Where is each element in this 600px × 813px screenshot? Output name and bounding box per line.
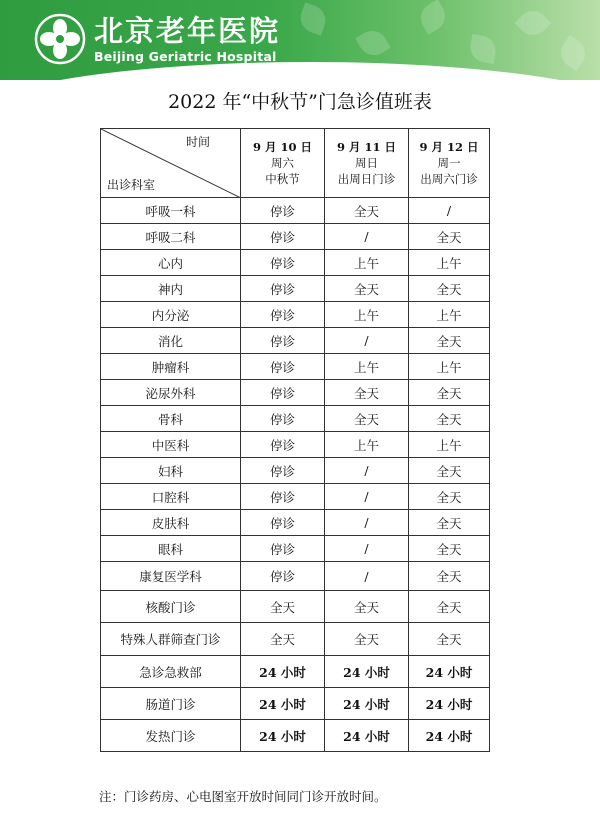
hospital-name-en: Beijing Geriatric Hospital <box>94 49 277 64</box>
day3-cell: 全天 <box>409 536 490 562</box>
day1-cell: 停诊 <box>241 458 325 484</box>
table-row <box>101 380 490 406</box>
day1-cell: 停诊 <box>241 354 325 380</box>
header-banner <box>0 0 600 80</box>
day2-cell: / <box>325 328 409 354</box>
day3-cell: 全天 <box>409 562 490 591</box>
column-weekday: 周六 <box>271 156 294 170</box>
department-cell: 肿瘤科 <box>101 354 241 380</box>
table-row <box>101 510 490 536</box>
department-cell: 骨科 <box>101 406 241 432</box>
day3-cell: / <box>409 198 490 224</box>
department-cell: 呼吸二科 <box>101 224 241 250</box>
column-note: 出周日门诊 <box>337 172 396 186</box>
day2-cell: 24 小时 <box>325 720 409 752</box>
column-weekday: 周一 <box>437 156 461 170</box>
day3-cell: 上午 <box>409 250 490 276</box>
corner-label-time: 时间 <box>185 135 210 149</box>
day2-cell: 24 小时 <box>325 688 409 720</box>
day1-cell: 停诊 <box>241 380 325 406</box>
department-cell: 泌尿外科 <box>101 380 241 406</box>
day2-cell: 上午 <box>325 432 409 458</box>
day3-cell: 全天 <box>409 276 490 302</box>
day1-cell: 停诊 <box>241 250 325 276</box>
table-row <box>101 432 490 458</box>
column-header-1 <box>241 129 325 198</box>
day3-cell: 全天 <box>409 328 490 354</box>
day2-cell: / <box>325 510 409 536</box>
day3-cell: 全天 <box>409 406 490 432</box>
day2-cell: 全天 <box>325 198 409 224</box>
day1-cell: 停诊 <box>241 406 325 432</box>
day1-cell: 停诊 <box>241 224 325 250</box>
table-row <box>101 198 490 224</box>
day1-cell: 停诊 <box>241 510 325 536</box>
department-cell: 眼科 <box>101 536 241 562</box>
day3-cell: 全天 <box>409 380 490 406</box>
day1-cell: 停诊 <box>241 536 325 562</box>
day1-cell: 停诊 <box>241 328 325 354</box>
day1-cell: 停诊 <box>241 302 325 328</box>
duty-schedule-table <box>100 128 490 752</box>
corner-label-department: 出诊科室 <box>107 178 156 192</box>
table-row <box>101 484 490 510</box>
footnote: 注：门诊药房、心电图室开放时间同门诊开放时间。 <box>99 789 387 804</box>
day3-cell: 全天 <box>409 458 490 484</box>
department-cell: 呼吸一科 <box>101 198 241 224</box>
column-date: 9 月 10 日 <box>252 140 313 154</box>
day2-cell: / <box>325 536 409 562</box>
day3-cell: 24 小时 <box>409 720 490 752</box>
day1-cell: 停诊 <box>241 484 325 510</box>
table-row <box>101 623 490 656</box>
department-cell: 妇科 <box>101 458 241 484</box>
department-cell: 口腔科 <box>101 484 241 510</box>
table-row <box>101 224 490 250</box>
day1-cell: 全天 <box>241 623 325 656</box>
day1-cell: 全天 <box>241 591 325 623</box>
table-row <box>101 656 490 688</box>
column-header-3 <box>409 129 490 198</box>
page-title: 2022 年“中秋节”门急诊值班表 <box>168 91 432 113</box>
day2-cell: / <box>325 562 409 591</box>
department-cell: 急诊急救部 <box>101 656 241 688</box>
day2-cell: 全天 <box>325 591 409 623</box>
day1-cell: 24 小时 <box>241 656 325 688</box>
day2-cell: 全天 <box>325 623 409 656</box>
day3-cell: 24 小时 <box>409 688 490 720</box>
day3-cell: 上午 <box>409 354 490 380</box>
department-cell: 康复医学科 <box>101 562 241 591</box>
department-cell: 中医科 <box>101 432 241 458</box>
department-cell: 肠道门诊 <box>101 688 241 720</box>
day3-cell: 上午 <box>409 302 490 328</box>
day1-cell: 停诊 <box>241 432 325 458</box>
department-cell: 发热门诊 <box>101 720 241 752</box>
corner-cell <box>101 129 241 198</box>
day3-cell: 24 小时 <box>409 656 490 688</box>
department-cell: 心内 <box>101 250 241 276</box>
table-row <box>101 591 490 623</box>
day3-cell: 全天 <box>409 224 490 250</box>
column-date: 9 月 11 日 <box>336 140 397 154</box>
table-header-row <box>101 129 490 198</box>
table-row <box>101 302 490 328</box>
day3-cell: 上午 <box>409 432 490 458</box>
table-row <box>101 536 490 562</box>
department-cell: 消化 <box>101 328 241 354</box>
day1-cell: 24 小时 <box>241 688 325 720</box>
day2-cell: / <box>325 224 409 250</box>
day2-cell: / <box>325 458 409 484</box>
table-row <box>101 354 490 380</box>
department-cell: 核酸门诊 <box>101 591 241 623</box>
table-row <box>101 458 490 484</box>
day1-cell: 24 小时 <box>241 720 325 752</box>
day2-cell: 全天 <box>325 380 409 406</box>
table-row <box>101 406 490 432</box>
table-row <box>101 276 490 302</box>
day3-cell: 全天 <box>409 484 490 510</box>
day2-cell: 上午 <box>325 250 409 276</box>
day2-cell: 全天 <box>325 406 409 432</box>
hospital-logo-icon <box>34 13 86 65</box>
day2-cell: 全天 <box>325 276 409 302</box>
department-cell: 神内 <box>101 276 241 302</box>
day3-cell: 全天 <box>409 591 490 623</box>
day3-cell: 全天 <box>409 623 490 656</box>
table-row <box>101 720 490 752</box>
department-cell: 特殊人群筛查门诊 <box>101 623 241 656</box>
column-note: 出周六门诊 <box>420 172 478 186</box>
day1-cell: 停诊 <box>241 198 325 224</box>
column-note: 中秋节 <box>265 172 300 186</box>
column-weekday: 周日 <box>355 156 378 170</box>
day2-cell: 上午 <box>325 302 409 328</box>
department-cell: 皮肤科 <box>101 510 241 536</box>
table-row <box>101 328 490 354</box>
table-row <box>101 562 490 591</box>
day1-cell: 停诊 <box>241 562 325 591</box>
column-date: 9 月 12 日 <box>419 140 479 154</box>
table-row <box>101 688 490 720</box>
column-header-2 <box>325 129 409 198</box>
day1-cell: 停诊 <box>241 276 325 302</box>
department-cell: 内分泌 <box>101 302 241 328</box>
day3-cell: 全天 <box>409 510 490 536</box>
table-row <box>101 250 490 276</box>
day2-cell: / <box>325 484 409 510</box>
day2-cell: 上午 <box>325 354 409 380</box>
day2-cell: 24 小时 <box>325 656 409 688</box>
hospital-name-cn: 北京老年医院 <box>94 14 281 48</box>
